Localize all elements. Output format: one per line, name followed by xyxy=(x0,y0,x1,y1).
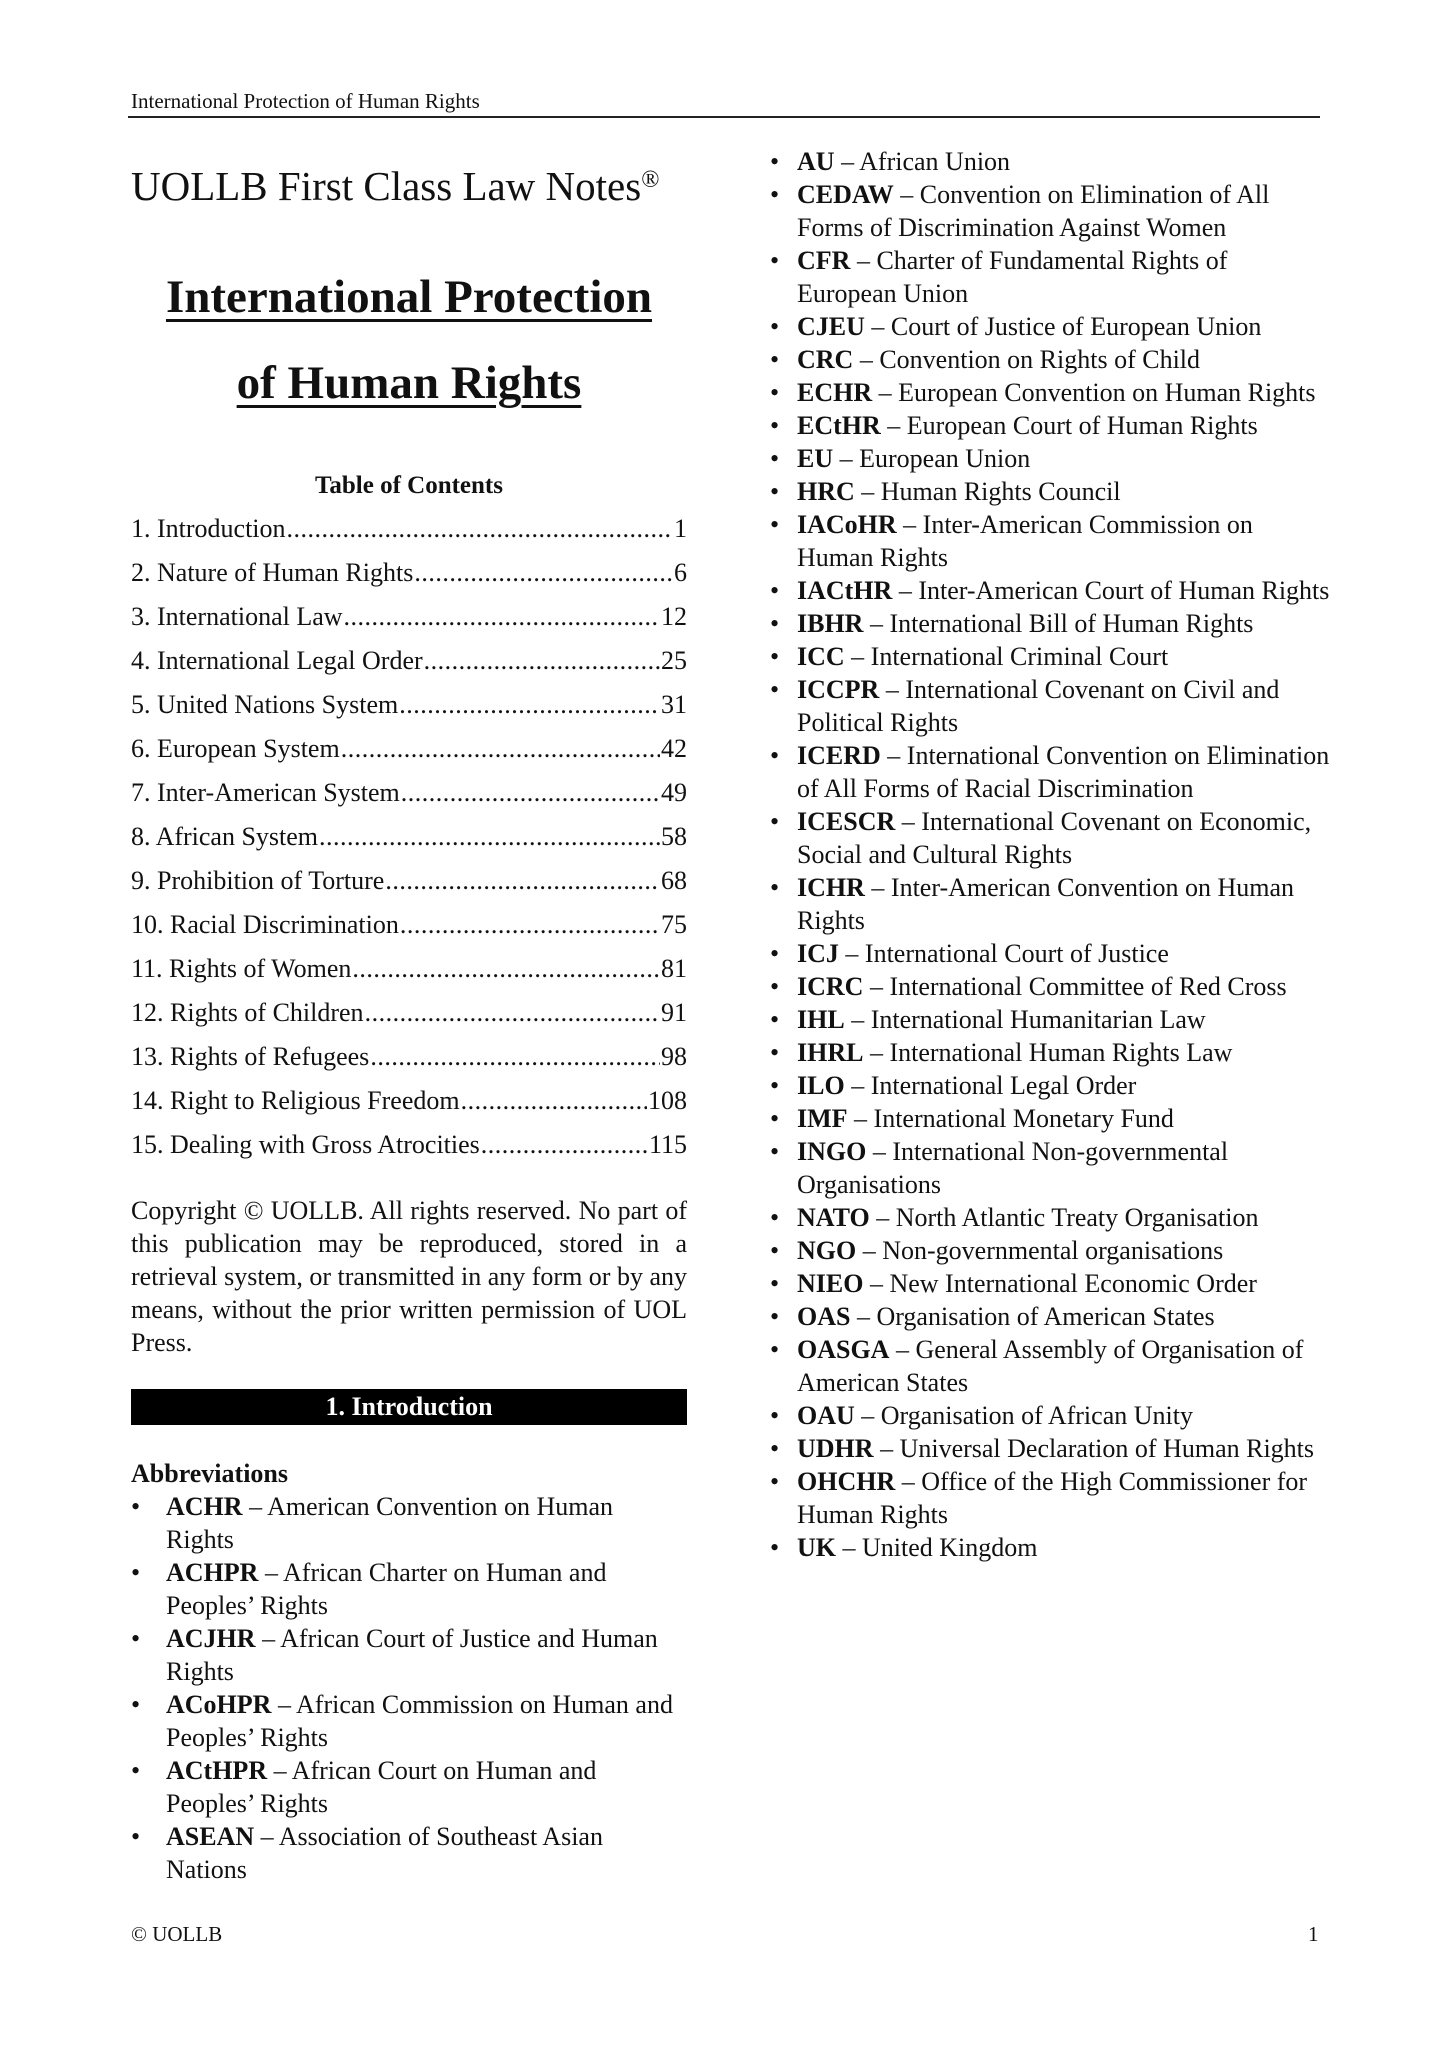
left-column xyxy=(131,150,687,1886)
abbreviation-term: IACoHR xyxy=(797,510,897,539)
abbreviation-separator: – xyxy=(892,576,919,605)
abbreviation-definition: General Assembly of Organisation of American States xyxy=(797,1335,1304,1397)
abbreviation-separator: – xyxy=(854,477,881,506)
abbreviation-term: NIEO xyxy=(797,1269,864,1298)
table-of-contents xyxy=(131,507,687,1167)
abbreviation-item xyxy=(770,1201,1330,1234)
right-column xyxy=(770,145,1330,1564)
abbreviation-item xyxy=(770,409,1330,442)
bullet-icon: • xyxy=(770,510,780,539)
abbreviation-item xyxy=(770,1333,1330,1399)
abbreviation-separator: – xyxy=(863,609,890,638)
brand-title xyxy=(131,162,687,210)
abbreviation-item xyxy=(770,1036,1330,1069)
toc-leader-dots xyxy=(352,947,660,991)
abbreviation-term: ACJHR xyxy=(166,1624,256,1653)
abbreviation-definition: Universal Declaration of Human Rights xyxy=(899,1434,1315,1463)
bullet-icon: • xyxy=(770,1005,780,1034)
abbreviation-item xyxy=(770,673,1330,739)
bullet-icon: • xyxy=(770,873,780,902)
abbreviation-item xyxy=(770,343,1330,376)
toc-leader-dots xyxy=(401,771,660,815)
abbreviation-term: NATO xyxy=(797,1203,870,1232)
abbreviation-separator: – xyxy=(895,807,922,836)
abbreviation-item xyxy=(770,145,1330,178)
bullet-icon: • xyxy=(131,1624,141,1653)
toc-entry[interactable] xyxy=(131,727,687,771)
abbreviation-item xyxy=(770,1432,1330,1465)
abbreviation-definition: International Bill of Human Rights xyxy=(889,609,1254,638)
toc-entry-label: 11. Rights of Women xyxy=(131,954,352,983)
toc-entry[interactable] xyxy=(131,771,687,815)
abbreviation-item xyxy=(770,970,1330,1003)
abbreviation-item xyxy=(770,871,1330,937)
bullet-icon: • xyxy=(131,1558,141,1587)
abbreviation-term: ICERD xyxy=(797,741,881,770)
bullet-icon: • xyxy=(770,1269,780,1298)
abbreviation-item xyxy=(131,1622,687,1688)
toc-entry[interactable] xyxy=(131,639,687,683)
toc-entry-page: 25 xyxy=(661,646,687,675)
abbreviation-term: OASGA xyxy=(797,1335,890,1364)
abbreviation-term: OAS xyxy=(797,1302,851,1331)
toc-leader-dots xyxy=(370,1035,660,1079)
abbreviation-term: UDHR xyxy=(797,1434,874,1463)
toc-entry-page: 68 xyxy=(661,866,687,895)
abbreviation-term: ICC xyxy=(797,642,845,671)
abbreviation-definition: Inter-American Court of Human Rights xyxy=(918,576,1330,605)
abbreviation-separator: – xyxy=(856,1236,883,1265)
toc-leader-dots xyxy=(365,991,660,1035)
bullet-icon: • xyxy=(770,741,780,770)
abbreviation-separator: – xyxy=(258,1558,284,1587)
toc-entry[interactable] xyxy=(131,1035,687,1079)
bullet-icon: • xyxy=(770,1071,780,1100)
abbreviation-definition: United Kingdom xyxy=(862,1533,1038,1562)
page-number: 1 xyxy=(1308,1922,1319,1946)
toc-entry[interactable] xyxy=(131,683,687,727)
bullet-icon: • xyxy=(770,312,780,341)
toc-entry-page: 91 xyxy=(661,998,687,1027)
abbreviation-separator: – xyxy=(834,147,860,176)
toc-entry-label: 5. United Nations System xyxy=(131,690,399,719)
abbreviation-definition: Human Rights Council xyxy=(880,477,1121,506)
abbreviation-separator: – xyxy=(853,345,880,374)
abbreviation-item xyxy=(770,376,1330,409)
abbreviation-term: IMF xyxy=(797,1104,848,1133)
abbreviation-definition: International Covenant on Economic, Social and Cultural Rights xyxy=(797,807,1312,869)
abbreviation-term: ACtHPR xyxy=(166,1756,268,1785)
abbreviation-item xyxy=(770,739,1330,805)
abbreviation-term: CEDAW xyxy=(797,180,894,209)
toc-entry-label: 15. Dealing with Gross Atrocities xyxy=(131,1130,480,1159)
abbreviation-separator: – xyxy=(879,675,906,704)
toc-leader-dots xyxy=(424,639,660,683)
toc-entry[interactable] xyxy=(131,1123,687,1167)
document-title-line-1: International Protection xyxy=(165,271,653,323)
toc-entry-label: 7. Inter-American System xyxy=(131,778,400,807)
abbreviation-term: AU xyxy=(797,147,835,176)
abbreviation-definition: International Court of Justice xyxy=(864,939,1169,968)
abbreviation-definition: African Union xyxy=(859,147,1011,176)
toc-leader-dots xyxy=(344,595,660,639)
toc-entry-page: 81 xyxy=(661,954,687,983)
abbreviation-term: CRC xyxy=(797,345,854,374)
abbreviation-separator: – xyxy=(850,1302,877,1331)
abbreviation-item xyxy=(770,475,1330,508)
bullet-icon: • xyxy=(770,180,780,209)
toc-entry-label: 2. Nature of Human Rights xyxy=(131,558,414,587)
abbreviation-definition: African Charter on Human and Peoples’ Rights xyxy=(166,1558,607,1620)
abbreviation-term: CFR xyxy=(797,246,851,275)
abbreviation-definition: International Human Rights Law xyxy=(889,1038,1233,1067)
running-header: International Protection of Human Rights xyxy=(131,89,480,113)
abbreviation-term: ICCPR xyxy=(797,675,880,704)
toc-entry-page: 31 xyxy=(661,690,687,719)
abbreviation-separator: – xyxy=(872,378,899,407)
abbreviation-separator: – xyxy=(844,642,871,671)
bullet-icon: • xyxy=(770,1434,780,1463)
toc-entry-page: 49 xyxy=(661,778,687,807)
abbreviation-definition: International Non-governmental Organisations xyxy=(797,1137,1229,1199)
toc-entry-page: 58 xyxy=(661,822,687,851)
abbreviation-item xyxy=(770,1069,1330,1102)
abbreviations-list-left xyxy=(131,1490,687,1886)
abbreviation-separator: – xyxy=(869,1203,896,1232)
abbreviation-term: NGO xyxy=(797,1236,857,1265)
abbreviations-list-right xyxy=(770,145,1330,1564)
abbreviation-term: ACHR xyxy=(166,1492,243,1521)
abbreviation-item xyxy=(770,640,1330,673)
toc-leader-dots xyxy=(385,859,660,903)
abbreviation-term: ICESCR xyxy=(797,807,896,836)
abbreviation-item xyxy=(770,1267,1330,1300)
abbreviation-separator: – xyxy=(254,1822,279,1851)
abbreviation-separator: – xyxy=(889,1335,916,1364)
abbreviation-separator: – xyxy=(836,1533,862,1562)
abbreviation-separator: – xyxy=(895,1467,922,1496)
abbreviation-separator: – xyxy=(896,510,923,539)
abbreviation-item xyxy=(131,1688,687,1754)
bullet-icon: • xyxy=(770,1203,780,1232)
bullet-icon: • xyxy=(770,576,780,605)
abbreviation-term: ACHPR xyxy=(166,1558,259,1587)
bullet-icon: • xyxy=(770,642,780,671)
abbreviation-separator: – xyxy=(833,444,860,473)
abbreviation-definition: Non-governmental organisations xyxy=(882,1236,1224,1265)
bullet-icon: • xyxy=(770,972,780,1001)
bullet-icon: • xyxy=(770,477,780,506)
toc-entry[interactable] xyxy=(131,991,687,1035)
bullet-icon: • xyxy=(770,675,780,704)
toc-entry-label: 13. Rights of Refugees xyxy=(131,1042,370,1071)
abbreviation-definition: Charter of Fundamental Rights of European Union xyxy=(797,246,1228,308)
abbreviation-item xyxy=(770,310,1330,343)
abbreviation-definition: African Court on Human and Peoples’ Rights xyxy=(166,1756,597,1818)
bullet-icon: • xyxy=(770,1104,780,1133)
abbreviation-item xyxy=(770,1234,1330,1267)
registered-mark: ® xyxy=(641,167,660,193)
toc-entry-page: 98 xyxy=(661,1042,687,1071)
abbreviation-term: ILO xyxy=(797,1071,845,1100)
toc-leader-dots xyxy=(399,683,660,727)
document-title xyxy=(131,254,687,426)
abbreviation-term: ICJ xyxy=(797,939,839,968)
toc-leader-dots xyxy=(287,507,673,551)
abbreviation-separator: – xyxy=(850,246,877,275)
bullet-icon: • xyxy=(770,1236,780,1265)
toc-entry-page: 108 xyxy=(648,1086,687,1115)
abbreviation-definition: Inter-American Commission on Human Rights xyxy=(797,510,1253,572)
toc-leader-dots xyxy=(319,815,660,859)
abbreviation-term: EU xyxy=(797,444,834,473)
abbreviation-definition: International Monetary Fund xyxy=(873,1104,1174,1133)
toc-entry-label: 6. European System xyxy=(131,734,340,763)
abbreviation-item xyxy=(770,442,1330,475)
toc-leader-dots xyxy=(481,1123,648,1167)
abbreviation-separator: – xyxy=(893,180,920,209)
abbreviation-separator: – xyxy=(880,411,907,440)
bullet-icon: • xyxy=(131,1822,141,1851)
toc-entry[interactable] xyxy=(131,551,687,595)
toc-entry[interactable] xyxy=(131,507,687,551)
abbreviation-definition: European Convention on Human Rights xyxy=(898,378,1316,407)
abbreviation-definition: Office of the High Commissioner for Human Rights xyxy=(797,1467,1308,1529)
bullet-icon: • xyxy=(770,1401,780,1430)
abbreviation-item xyxy=(770,1135,1330,1201)
abbreviation-definition: European Court of Human Rights xyxy=(906,411,1258,440)
bullet-icon: • xyxy=(770,1302,780,1331)
abbreviation-definition: Organisation of American States xyxy=(876,1302,1215,1331)
abbreviation-separator: – xyxy=(844,1005,871,1034)
abbreviation-definition: Association of Southeast Asian Nations xyxy=(166,1822,603,1884)
toc-entry-label: 14. Right to Religious Freedom xyxy=(131,1086,460,1115)
abbreviation-definition: International Humanitarian Law xyxy=(870,1005,1206,1034)
abbreviation-item xyxy=(770,937,1330,970)
abbreviation-item xyxy=(770,508,1330,574)
abbreviation-separator: – xyxy=(271,1690,297,1719)
footer-copyright: © UOLLB xyxy=(131,1922,223,1946)
abbreviation-separator: – xyxy=(267,1756,292,1785)
abbreviation-definition: New International Economic Order xyxy=(889,1269,1257,1298)
abbreviation-term: ICRC xyxy=(797,972,864,1001)
toc-entry-label: 12. Rights of Children xyxy=(131,998,364,1027)
toc-entry-label: 8. African System xyxy=(131,822,319,851)
bullet-icon: • xyxy=(770,807,780,836)
abbreviation-separator: – xyxy=(242,1492,268,1521)
abbreviation-item xyxy=(770,1531,1330,1564)
toc-leader-dots xyxy=(400,903,660,947)
abbreviation-definition: Organisation of African Unity xyxy=(880,1401,1193,1430)
abbreviation-item xyxy=(131,1490,687,1556)
abbreviation-definition: American Convention on Human Rights xyxy=(166,1492,614,1554)
abbreviation-term: HRC xyxy=(797,477,855,506)
abbreviation-separator: – xyxy=(880,741,907,770)
abbreviation-separator: – xyxy=(255,1624,281,1653)
toc-leader-dots xyxy=(341,727,660,771)
abbreviation-item xyxy=(770,244,1330,310)
bullet-icon: • xyxy=(770,1467,780,1496)
abbreviation-separator: – xyxy=(863,1269,890,1298)
abbreviation-separator: – xyxy=(847,1104,874,1133)
abbreviation-item xyxy=(770,178,1330,244)
abbreviation-separator: – xyxy=(854,1401,881,1430)
bullet-icon: • xyxy=(770,1335,780,1364)
bullet-icon: • xyxy=(770,444,780,473)
abbreviation-definition: African Court of Justice and Human Rights xyxy=(166,1624,658,1686)
bullet-icon: • xyxy=(770,1137,780,1166)
abbreviation-term: ASEAN xyxy=(166,1822,255,1851)
toc-entry-page: 12 xyxy=(661,602,687,631)
abbreviation-item xyxy=(770,1003,1330,1036)
abbreviation-item xyxy=(770,1465,1330,1531)
toc-entry-page: 6 xyxy=(674,558,687,587)
abbreviation-definition: North Atlantic Treaty Organisation xyxy=(895,1203,1259,1232)
section-heading-introduction: 1. Introduction xyxy=(131,1389,687,1425)
abbreviation-item xyxy=(770,574,1330,607)
bullet-icon: • xyxy=(770,1038,780,1067)
toc-entry-label: 10. Racial Discrimination xyxy=(131,910,399,939)
abbreviation-separator: – xyxy=(838,939,865,968)
abbreviation-separator: – xyxy=(864,873,891,902)
abbreviation-term: OAU xyxy=(797,1401,855,1430)
bullet-icon: • xyxy=(770,345,780,374)
toc-entry-page: 115 xyxy=(648,1130,687,1159)
abbreviation-item xyxy=(770,607,1330,640)
bullet-icon: • xyxy=(131,1492,141,1521)
abbreviation-definition: International Convention on Elimination of All Forms of Racial Discrimination xyxy=(797,741,1330,803)
header-rule xyxy=(128,116,1320,118)
abbreviation-term: IBHR xyxy=(797,609,864,638)
abbreviation-separator: – xyxy=(873,1434,900,1463)
bullet-icon: • xyxy=(770,609,780,638)
abbreviation-separator: – xyxy=(864,312,891,341)
abbreviation-term: IACtHR xyxy=(797,576,893,605)
bullet-icon: • xyxy=(770,147,780,176)
toc-entry-label: 1. Introduction xyxy=(131,514,286,543)
abbreviation-term: ICHR xyxy=(797,873,865,902)
toc-entry-page: 75 xyxy=(661,910,687,939)
abbreviation-definition: African Commission on Human and Peoples’ Rights xyxy=(166,1690,673,1752)
toc-entry-label: 9. Prohibition of Torture xyxy=(131,866,385,895)
abbreviation-definition: Convention on Elimination of All Forms of Discrimination Against Women xyxy=(797,180,1270,242)
document-title-line-2: of Human Rights xyxy=(236,357,582,409)
abbreviation-separator: – xyxy=(863,972,890,1001)
abbreviation-term: ECHR xyxy=(797,378,873,407)
abbreviation-term: OHCHR xyxy=(797,1467,896,1496)
abbreviation-item xyxy=(770,1102,1330,1135)
abbreviation-definition: Court of Justice of European Union xyxy=(890,312,1262,341)
abbreviation-item xyxy=(131,1556,687,1622)
abbreviation-term: UK xyxy=(797,1533,836,1562)
abbreviation-item xyxy=(770,1399,1330,1432)
toc-leader-dots xyxy=(461,1079,647,1123)
abbreviation-item xyxy=(131,1754,687,1820)
abbreviation-definition: International Committee of Red Cross xyxy=(889,972,1287,1001)
copyright-notice: Copyright © UOLLB. All rights reserved. No part of this publication may be reproduced, stored in a retrieval system, or transmitted in any form or by any means, without the prior written permission of UOL Press. xyxy=(131,1196,687,1357)
abbreviation-term: INGO xyxy=(797,1137,867,1166)
toc-entry[interactable] xyxy=(131,947,687,991)
abbreviation-item xyxy=(770,805,1330,871)
toc-heading: Table of Contents xyxy=(315,472,503,499)
toc-entry[interactable] xyxy=(131,903,687,947)
abbreviation-item xyxy=(770,1300,1330,1333)
abbreviation-term: CJEU xyxy=(797,312,865,341)
abbreviation-definition: International Criminal Court xyxy=(870,642,1169,671)
abbreviation-definition: European Union xyxy=(859,444,1031,473)
abbreviation-definition: International Legal Order xyxy=(870,1071,1137,1100)
toc-entry[interactable] xyxy=(131,859,687,903)
abbreviation-item xyxy=(131,1820,687,1886)
toc-entry-label: 4. International Legal Order xyxy=(131,646,423,675)
abbreviation-term: IHRL xyxy=(797,1038,864,1067)
abbreviation-definition: Inter-American Convention on Human Rights xyxy=(797,873,1294,935)
bullet-icon: • xyxy=(770,378,780,407)
bullet-icon: • xyxy=(770,939,780,968)
toc-entry-label: 3. International Law xyxy=(131,602,343,631)
toc-entry-page: 42 xyxy=(661,734,687,763)
abbreviation-term: ACoHPR xyxy=(166,1690,272,1719)
bullet-icon: • xyxy=(770,411,780,440)
abbreviation-definition: International Covenant on Civil and Political Rights xyxy=(797,675,1280,737)
toc-leader-dots xyxy=(414,551,673,595)
brand-title-text: UOLLB First Class Law Notes xyxy=(131,163,642,209)
bullet-icon: • xyxy=(770,1533,780,1562)
bullet-icon: • xyxy=(131,1690,141,1719)
toc-entry-page: 1 xyxy=(674,514,687,543)
bullet-icon: • xyxy=(770,246,780,275)
abbreviation-separator: – xyxy=(863,1038,890,1067)
toc-entry[interactable] xyxy=(131,1079,687,1123)
bullet-icon: • xyxy=(131,1756,141,1785)
toc-entry[interactable] xyxy=(131,815,687,859)
abbreviation-separator: – xyxy=(844,1071,871,1100)
abbreviation-term: IHL xyxy=(797,1005,845,1034)
abbreviation-term: ECtHR xyxy=(797,411,881,440)
abbreviation-separator: – xyxy=(866,1137,893,1166)
toc-entry[interactable] xyxy=(131,595,687,639)
abbreviation-definition: Convention on Rights of Child xyxy=(879,345,1201,374)
abbreviations-heading: Abbreviations xyxy=(131,1459,288,1488)
